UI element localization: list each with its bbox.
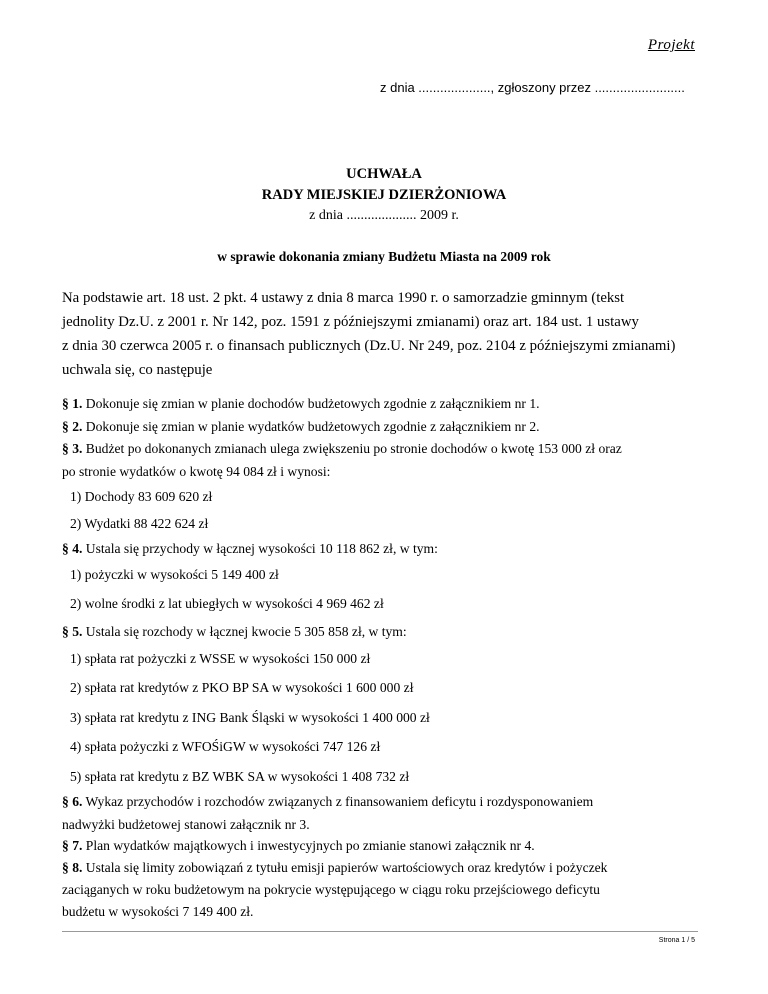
list-item: 2) Wydatki 88 422 624 zł bbox=[70, 516, 209, 531]
section-label: § 3. bbox=[62, 441, 83, 456]
section-text: Plan wydatków majątkowych i inwestycyjnych po zmianie stanowi załącznik nr 4. bbox=[82, 838, 535, 853]
list-item: 2) wolne środki z lat ubiegłych w wysokości 4 969 462 zł bbox=[70, 596, 384, 611]
section-text-continued: budżetu w wysokości 7 149 400 zł. bbox=[62, 904, 254, 919]
section-text: Dokonuje się zmian w planie dochodów budżetowych zgodnie z załącznikiem nr 1. bbox=[82, 396, 540, 411]
list-item: 2) spłata rat kredytów z PKO BP SA w wysokości 1 600 000 zł bbox=[70, 680, 414, 695]
section-label: § 4. bbox=[62, 541, 83, 556]
section-text: Ustala się rozchody w łącznej kwocie 5 305 858 zł, w tym: bbox=[82, 624, 407, 639]
legal-basis-line: Na podstawie art. 18 ust. 2 pkt. 4 ustawy z dnia 8 marca 1990 r. o samorzadzie gminnym (tekst bbox=[62, 290, 625, 306]
list-item: 3) spłata rat kredytu z ING Bank Śląski w wysokości 1 400 000 zł bbox=[70, 710, 430, 725]
section-text-continued: nadwyżki budżetowej stanowi załącznik nr 3. bbox=[62, 817, 310, 832]
section-text-continued: po stronie wydatków o kwotę 94 084 zł i wynosi: bbox=[62, 464, 331, 479]
section-text: Budżet po dokonanych zmianach ulega zwiększeniu po stronie dochodów o kwotę 153 000 zł oraz bbox=[82, 441, 622, 456]
list-item: 5) spłata rat kredytu z BZ WBK SA w wysokości 1 408 732 zł bbox=[70, 769, 410, 784]
section-text: Dokonuje się zmian w planie wydatków budżetowych zgodnie z załącznikiem nr 2. bbox=[82, 419, 540, 434]
section-text: Ustala się przychody w łącznej wysokości 10 118 862 zł, w tym: bbox=[82, 541, 438, 556]
section-text-continued: zaciąganych w roku budżetowym na pokrycie występującego w ciągu roku przejściowego deficytu bbox=[62, 882, 600, 897]
legal-basis-line: z dnia 30 czerwca 2005 r. o finansach publicznych (Dz.U. Nr 249, poz. 2104 z późniejszymi zmianami) bbox=[62, 338, 676, 354]
section-label: § 2. bbox=[62, 419, 83, 434]
section-label: § 6. bbox=[62, 794, 83, 809]
legal-basis-line: uchwala się, co następuje bbox=[62, 362, 213, 378]
section-text: Wykaz przychodów i rozchodów związanych z finansowaniem deficytu i rozdysponowaniem bbox=[82, 794, 594, 809]
page-number: Strona 1 / 5 bbox=[658, 937, 695, 944]
section-text: Ustala się limity zobowiązań z tytułu emisji papierów wartościowych oraz kredytów i pożyczek bbox=[82, 860, 608, 875]
resolution-title: UCHWAŁA bbox=[346, 166, 422, 182]
list-item: 1) Dochody 83 609 620 zł bbox=[70, 489, 213, 504]
resolution-date: z dnia .................... 2009 r. bbox=[309, 208, 459, 223]
section-label: § 8. bbox=[62, 860, 83, 875]
section-label: § 1. bbox=[62, 396, 83, 411]
projekt-label: Projekt bbox=[647, 37, 695, 53]
resolution-subject: w sprawie dokonania zmiany Budżetu Miasta na 2009 rok bbox=[217, 249, 551, 264]
legal-basis-line: jednolity Dz.U. z 2001 r. Nr 142, poz. 1591 z późniejszymi zmianami) oraz art. 184 ust. 1 ustawy bbox=[62, 314, 639, 330]
submission-dateline: z dnia ...................., zgłoszony przez ......................... bbox=[380, 80, 685, 95]
list-item: 1) pożyczki w wysokości 5 149 400 zł bbox=[70, 567, 279, 582]
section-label: § 5. bbox=[62, 624, 83, 639]
section-label: § 7. bbox=[62, 838, 83, 853]
list-item: 4) spłata pożyczki z WFOŚiGW w wysokości 747 126 zł bbox=[70, 739, 381, 754]
council-name: RADY MIEJSKIEJ DZIERŻONIOWA bbox=[261, 187, 507, 203]
footer-divider bbox=[62, 931, 698, 932]
list-item: 1) spłata rat pożyczki z WSSE w wysokości 150 000 zł bbox=[70, 651, 371, 666]
